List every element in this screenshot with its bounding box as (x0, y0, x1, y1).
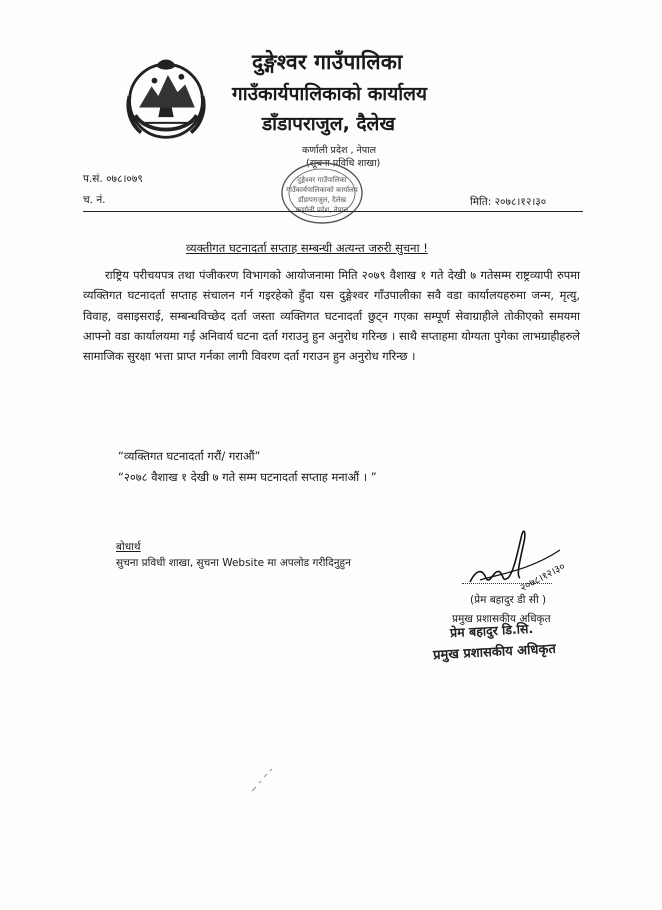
slogan-2: “२०७८ वैशाख १ देखी ७ गते सम्म घटनादर्ता सप्ताह मनाऔं । ” (118, 470, 377, 484)
nepal-emblem-logo (118, 48, 214, 144)
signatory-name: (प्रेम बहादुर डी सी ) (470, 594, 547, 606)
seal-line-4: कर्णाली प्रदेश, नेपाल (295, 206, 349, 214)
office-seal-stamp (268, 152, 376, 234)
dispatch-number: च. नं. (83, 194, 106, 206)
signature-date: २०७८।१२।३० (518, 561, 568, 595)
name-stamp: प्रेम बहादुर डि.सि. (449, 620, 534, 641)
seal-line-1: दुङ्गेश्वर गाउँपालिका (297, 176, 347, 184)
office-address: डाँडापराजुल, दैलेख (262, 113, 395, 135)
section-line: (सूचना प्रविधि शाखा) (306, 158, 381, 169)
handwritten-signature (440, 520, 600, 600)
seal-line-2: गाउँकार्यपालिकाको कार्यालय (286, 186, 358, 194)
letter-date: मिति: २०७८।१२।३० (470, 196, 547, 208)
info-heading: बोधार्थ (116, 541, 141, 553)
info-line: सुचना प्रविधी शाखा, सुचना Website मा अपलोड गरीदिनुहुन (116, 557, 351, 569)
municipality-name: दुङ्गेश्वर गाउँपालिका (252, 50, 403, 74)
letter-subject: व्यक्तीगत घटनादर्ता सप्ताह सम्बन्धी अत्यन्त जरुरी सुचना ! (186, 241, 428, 255)
signatory-designation: प्रमुख प्रशासकीय अधिकृत (452, 613, 551, 625)
signature-line (462, 583, 552, 584)
office-name: गाउँकार्यपालिकाको कार्यालय (232, 83, 428, 105)
seal-line-3: डाँडापराजुल, दैलेख (297, 196, 347, 204)
reference-number: प.सं. ०७८।०७९ (83, 173, 143, 185)
province-line: कर्णाली प्रदेश , नेपाल (302, 145, 377, 156)
header-divider (83, 211, 583, 212)
scan-speck (250, 765, 280, 795)
slogan-1: “व्यक्तिगत घटनादर्ता गरौं/ गराऔं” (118, 449, 261, 463)
letter-body: राष्ट्रिय परीचयपत्र तथा पंजीकरण विभागको आयोजनामा मिति २०७९ वैशाख १ गते देखी ७ गतेसम्म राष्ट्रव्यापी रुपमा व्यक्तिगत घटनादर्ता सप्ताह संचालन गर्न गइरहेको हुँदा यस दुङ्गेश्वर गाँउपालीका सवै वडा कार्यालयहरुमा जन्म, मृत्यु, विवाह, वसाइसराई, सम्बन्धविच्छेद दर्ता जस्ता व्यक्तिगत घटनादर्ता छुट्न गएका सम्पूर्ण सेवाग्राहीले तोकीएको समयमा आफ्नो वडा कार्यालयमा गई अनिवार्य घटना दर्ता गराउनु हुन अनुरोध गरिन्छ । साथै सप्ताहमा योग्यता पुगेका लाभग्राहीहरुले सामाजिक सुरक्षा भत्ता प्राप्त गर्नका लागी विवरण दर्ता गराउन हुन अनुरोध गरिन्छ । (83, 268, 580, 364)
designation-stamp: प्रमुख प्रशासकीय अधिकृत (432, 641, 557, 664)
